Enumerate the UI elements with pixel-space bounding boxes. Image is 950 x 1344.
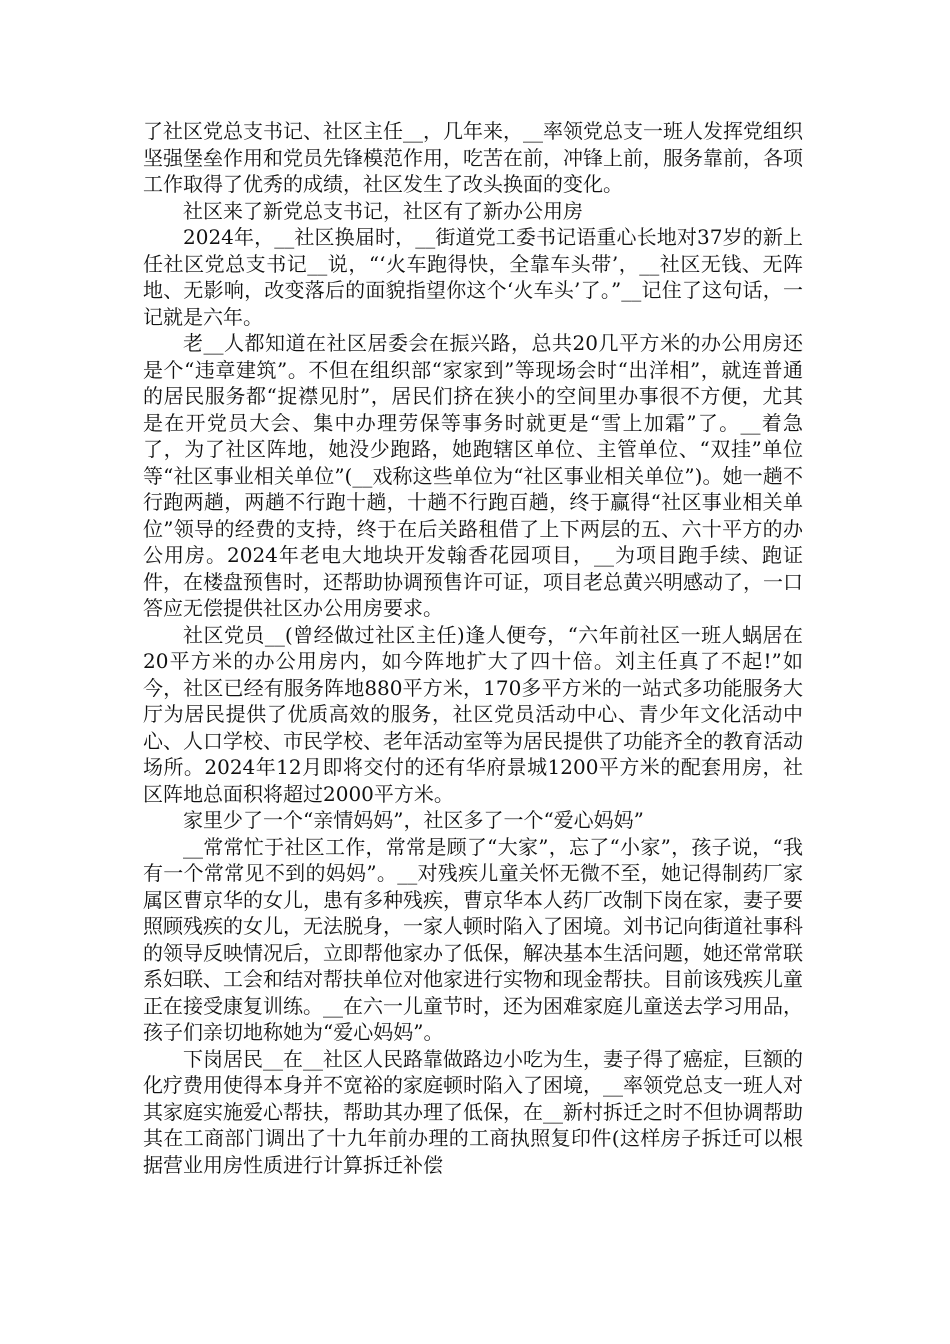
paragraph-1: 了社区党总支书记、社区主任__，几年来，__率领党总支一班人发挥党组织坚强堡垒作用和党员先锋模范作用，吃苦在前，冲锋上前，服务靠前，各项工作取得了优秀的成绩，社区发生了改头换面的变化。: [143, 119, 803, 196]
paragraph-2: 2024年，__社区换届时，__街道党工委书记语重心长地对37岁的新上任社区党总支书记__说，“‘火车跑得快，全靠车头带’，__社区无钱、无阵地、无影响，改变落后的面貌指望你这个‘火车头’了。”__记住了这句话，一记就是六年。: [143, 225, 803, 329]
paragraph-6: 下岗居民__在__社区人民路靠做路边小吃为生，妻子得了癌症，巨额的化疗费用使得本身并不宽裕的家庭顿时陷入了困境，__率领党总支一班人对其家庭实施爱心帮扶，帮助其办理了低保，在__新村拆迁之时不但协调帮助其在工商部门调出了十九年前办理的工商执照复印件(这样房子拆迁可以根据营业用房性质进行计算拆迁补偿: [143, 1046, 803, 1177]
paragraph-5: __常常忙于社区工作，常常是顾了“大家”，忘了“小家”，孩子说，“我有一个常常见不到的妈妈”。__对残疾儿童关怀无微不至，她记得制药厂家属区曹京华的女儿，患有多种残疾，曹京华本人药厂改制下岗在家，妻子要照顾残疾的女儿，无法脱身，一家人顿时陷入了困境。刘书记向街道社事科的领导反映情况后，立即帮他家办了低保，解决基本生活问题，她还常常联系妇联、工会和结对帮扶单位对他家进行实物和现金帮扶。目前该残疾儿童正在接受康复训练。__在六一儿童节时，还为困难家庭儿童送去学习用品，孩子们亲切地称她为“爱心妈妈”。: [143, 834, 803, 1044]
paragraph-4: 社区党员__(曾经做过社区主任)逢人便夸，“六年前社区一班人蜗居在20平方米的办公用房内，如今阵地扩大了四十倍。刘主任真了不起!”如今，社区已经有服务阵地880平方米，170多平方米的一站式多功能服务大厅为居民提供了优质高效的服务，社区党员活动中心、青少年文化活动中心、人口学校、市民学校、老年活动室等为居民提供了功能齐全的教育活动场所。2024年12月即将交付的还有华府景城1200平方米的配套用房，社区阵地总面积将超过2000平方米。: [143, 622, 803, 806]
section-heading-mother: 家里少了一个“亲情妈妈”，社区多了一个“爱心妈妈”: [183, 808, 644, 832]
paragraph-3: 老__人都知道在社区居委会在振兴路，总共20几平方米的办公用房还是个“违章建筑”。不但在组织部“家家到”等现场会时“出洋相”，就连普通的居民服务都“捉襟见肘”，居民们挤在狭小的空间里办事很不方便，尤其是在开党员大会、集中办理劳保等事务时就更是“雪上加霜”了。__着急了，为了社区阵地，她没少跑路，她跑辖区单位、主管单位、“双挂”单位等“社区事业相关单位”(__戏称这些单位为“社区事业相关单位”)。她一趟不行跑两趟，两趟不行跑十趟，十趟不行跑百趟，终于赢得“社区事业相关单位”领导的经费的支持，终于在后关路租借了上下两层的五、六十平方的办公用房。2024年老电大地块开发翰香花园项目，__为项目跑手续、跑证件，在楼盘预售时，还帮助协调预售许可证，项目老总黄兴明感动了，一口答应无偿提供社区办公用房要求。: [143, 331, 803, 620]
section-heading-office: 社区来了新党总支书记，社区有了新办公用房: [183, 198, 583, 223]
document-page: [143, 118, 803, 1178]
